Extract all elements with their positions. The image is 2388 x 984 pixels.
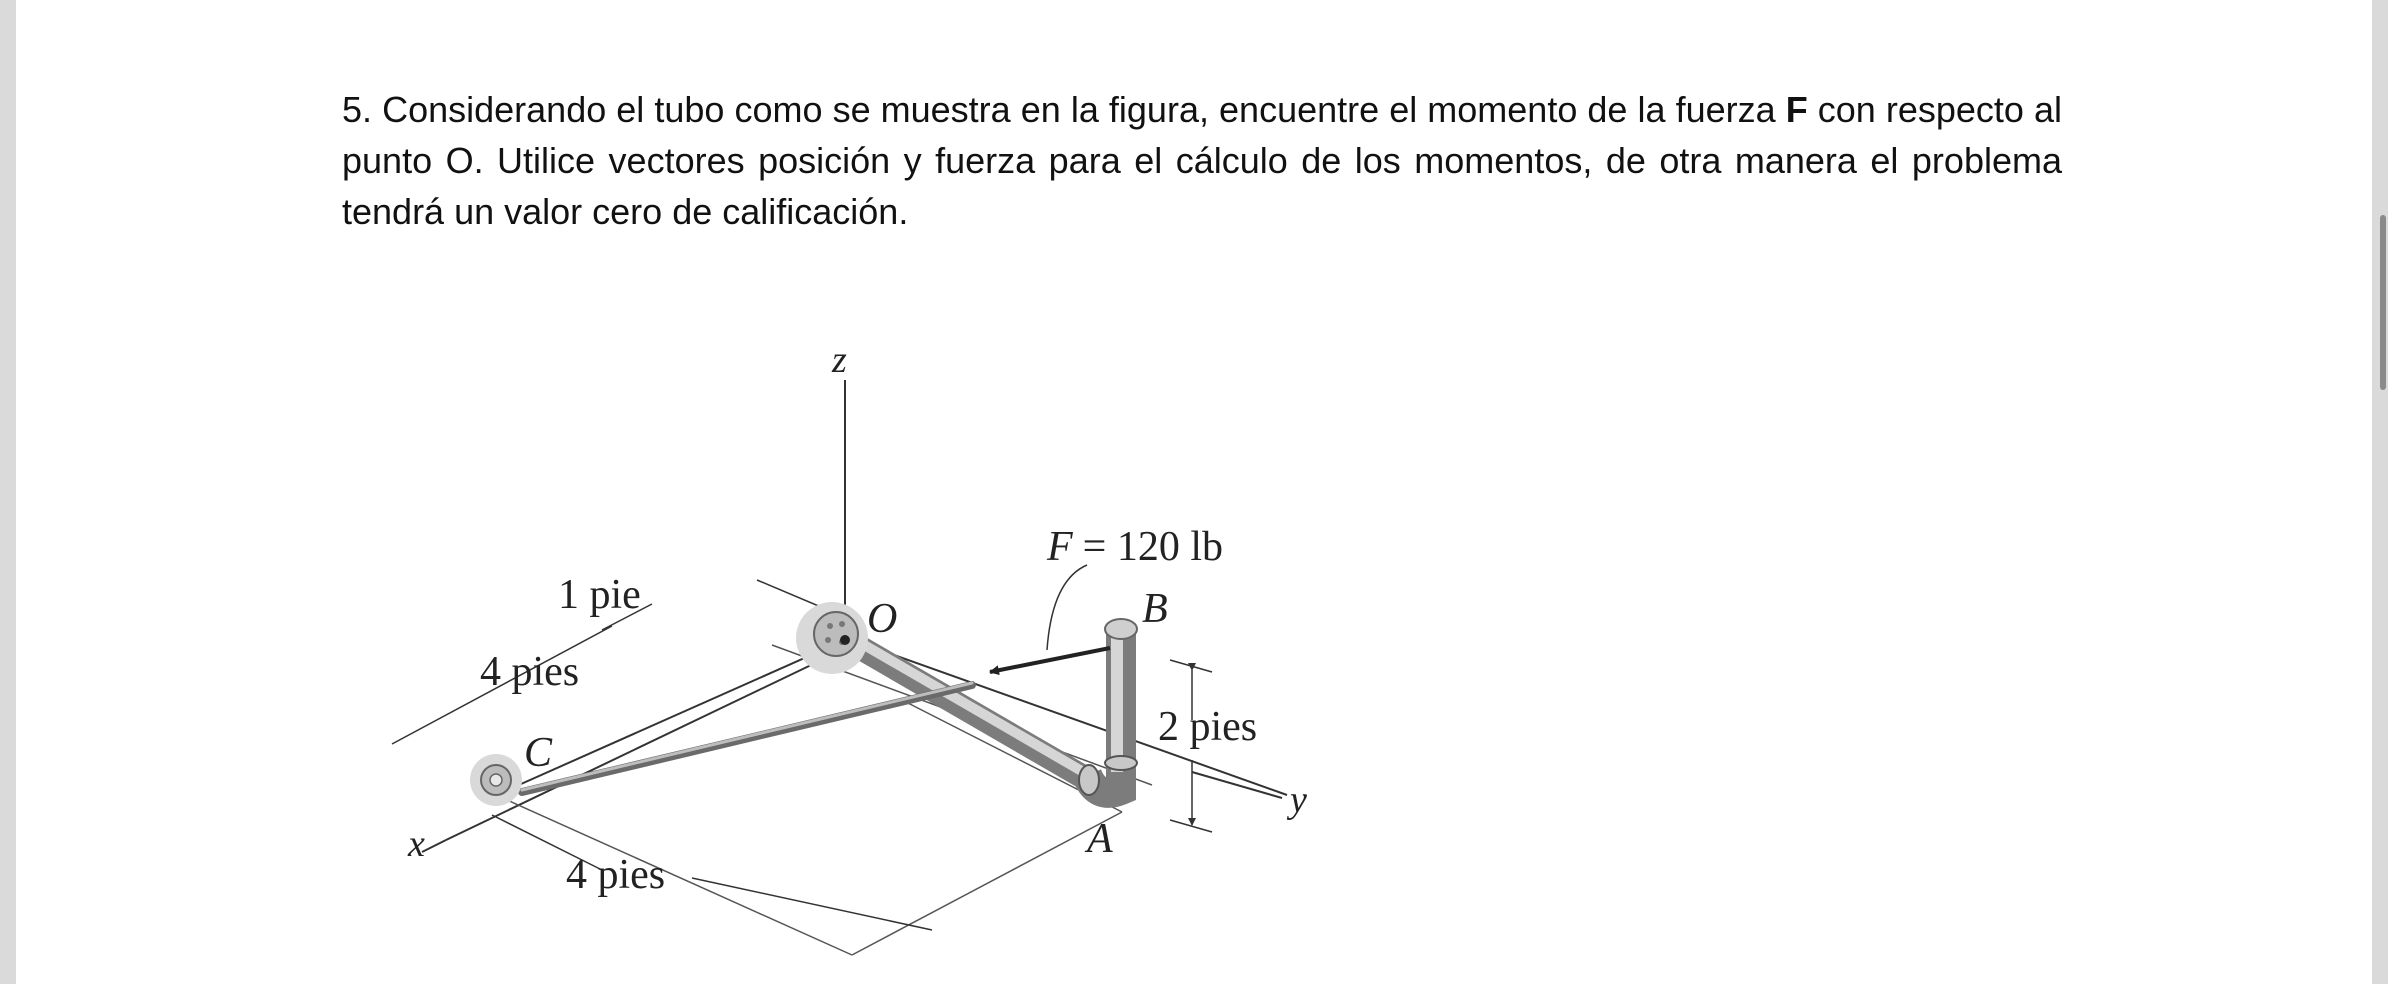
elbow-ring-top — [1105, 756, 1137, 770]
label-axis-z: z — [832, 339, 847, 381]
label-force-value: = 120 lb — [1082, 524, 1224, 570]
support-bolt-o-3 — [825, 637, 831, 643]
label-dim-1-pie: 1 pie — [558, 572, 641, 618]
label-dim-4-pies-top: 4 pies — [480, 649, 580, 695]
dim-tick-2-pies-bottom — [1170, 820, 1212, 832]
dim-tick-2-pies-top — [1170, 660, 1212, 672]
force-leader-line — [1047, 565, 1087, 650]
label-axis-y: y — [1290, 779, 1307, 821]
support-bolt-o-2 — [839, 621, 845, 627]
rod-c-to-f-highlight — [522, 683, 972, 790]
label-dim-2-pies: 2 pies — [1158, 704, 1258, 750]
vertical-scrollbar[interactable] — [2380, 215, 2386, 390]
ground-line-1 — [507, 800, 852, 955]
ground-line-2 — [852, 812, 1122, 955]
point-o-dot — [840, 635, 850, 645]
document-page — [16, 0, 2372, 984]
x-axis-extension — [422, 840, 446, 852]
y-axis-tail — [1192, 772, 1282, 798]
right-gutter — [2372, 0, 2388, 984]
label-point-c: C — [524, 730, 553, 776]
support-hole-c — [490, 774, 502, 786]
label-point-b: B — [1142, 586, 1168, 632]
label-point-o: O — [867, 596, 898, 642]
problem-text-end: con respecto al punto O. Utilice vectores posición y fuerza para el cálculo de los momentos, de otra manera el problema tendrá un valor cero de calificación. — [342, 89, 2062, 232]
problem-statement — [342, 84, 2062, 237]
label-axis-x: x — [408, 823, 425, 865]
label-point-a: A — [1087, 816, 1113, 862]
left-gutter — [0, 0, 16, 984]
support-plate-o — [814, 612, 858, 656]
pipe-end-b — [1105, 619, 1137, 639]
pipe-figure — [352, 320, 1352, 960]
label-dim-4-pies-bottom: 4 pies — [566, 852, 666, 898]
force-arrow — [990, 648, 1110, 672]
force-symbol-bold: F — [1785, 89, 1808, 130]
elbow-ring-a — [1079, 765, 1099, 795]
support-bolt-o-1 — [827, 623, 833, 629]
problem-text-start: 5. Considerando el tubo como se muestra en la figura, encuentre el momento de la fuerza — [342, 89, 1786, 130]
label-force-symbol: F — [1047, 524, 1073, 570]
dim-line-4-pies-bottom — [692, 878, 932, 930]
label-force — [1046, 524, 1223, 570]
rod-c-to-f — [522, 685, 972, 792]
